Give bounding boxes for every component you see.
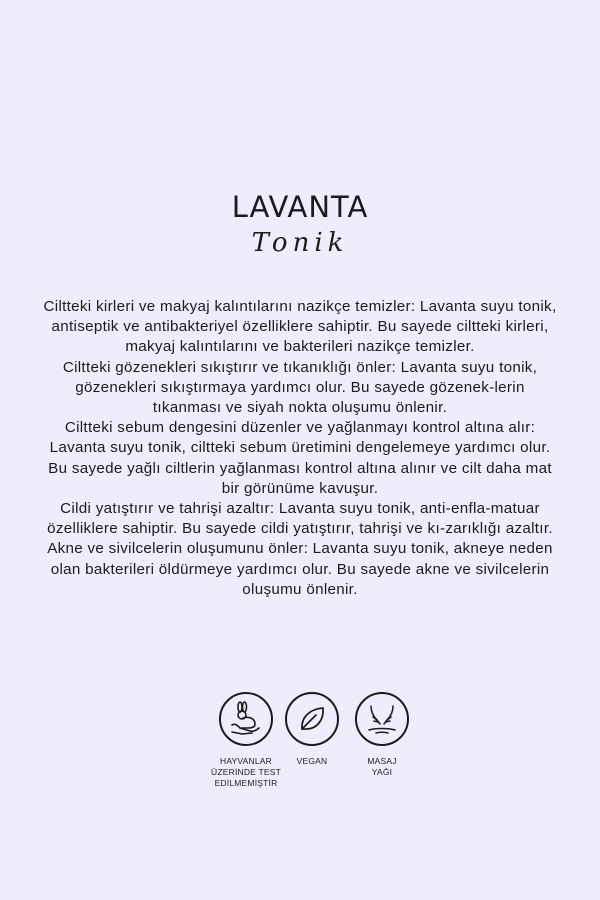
title-main: LAVANTA <box>231 190 369 224</box>
badge-label-line: YAĞI <box>371 767 393 777</box>
title-script: Tonik <box>251 228 349 258</box>
paragraph: Akne ve sivilcelerin oluşumunu önler: Lavanta suyu tonik, akneye neden olan bakterileri öldürmeye yardımcı olur. Bu sayede akne ve sivilcelerin oluşumu önlenir. <box>47 540 553 598</box>
badge-label-line: ÜZERİNDE TEST <box>211 767 281 777</box>
badge-massage-oil <box>334 692 430 778</box>
paragraph: Ciltteki kirleri ve makyaj kalıntılarını nazikçe temizler: Lavanta suyu tonik, antiseptik ve antibakteriyel özelliklere sahiptir. Bu sayede ciltteki kirleri, makyaj kalıntılarını ve bakterileri nazikçe temizler. <box>43 298 557 356</box>
badge-label-line: VEGAN <box>296 756 328 766</box>
badge-label-line: MASAJ <box>367 756 397 766</box>
massage-hands-icon <box>355 692 409 746</box>
product-title <box>0 190 600 258</box>
badge-label-line: HAYVANLAR <box>219 756 273 766</box>
badge-label-line: EDİLMEMİŞTİR <box>214 778 278 788</box>
paragraph: Ciltteki sebum dengesini düzenler ve yağlanmayı kontrol altına alır: Lavanta suyu tonik, ciltteki sebum üretimini dengelemeye yardımcı olur. Bu sayede yağlı ciltlerin yağlanması kontrol altına alınır ve cilt daha mat bir görünüme kavuşur. <box>48 419 552 497</box>
description <box>40 297 560 600</box>
paragraph: Ciltteki gözenekleri sıkıştırır ve tıkanıklığı önler: Lavanta suyu tonik, gözenekleri sıkıştırmaya yardımcı olur. Bu sayede gözenek-lerin tıkanması ve siyah nokta oluşumu önlenir. <box>62 358 538 417</box>
paragraph: Cildi yatıştırır ve tahrişi azaltır: Lavanta suyu tonik, anti-enfla-matuar özelliklere sahiptir. Bu sayede cildi yatıştırır, tahrişi ve kı-zarıklığı azaltır. <box>47 500 553 538</box>
leaf-icon <box>285 692 339 746</box>
